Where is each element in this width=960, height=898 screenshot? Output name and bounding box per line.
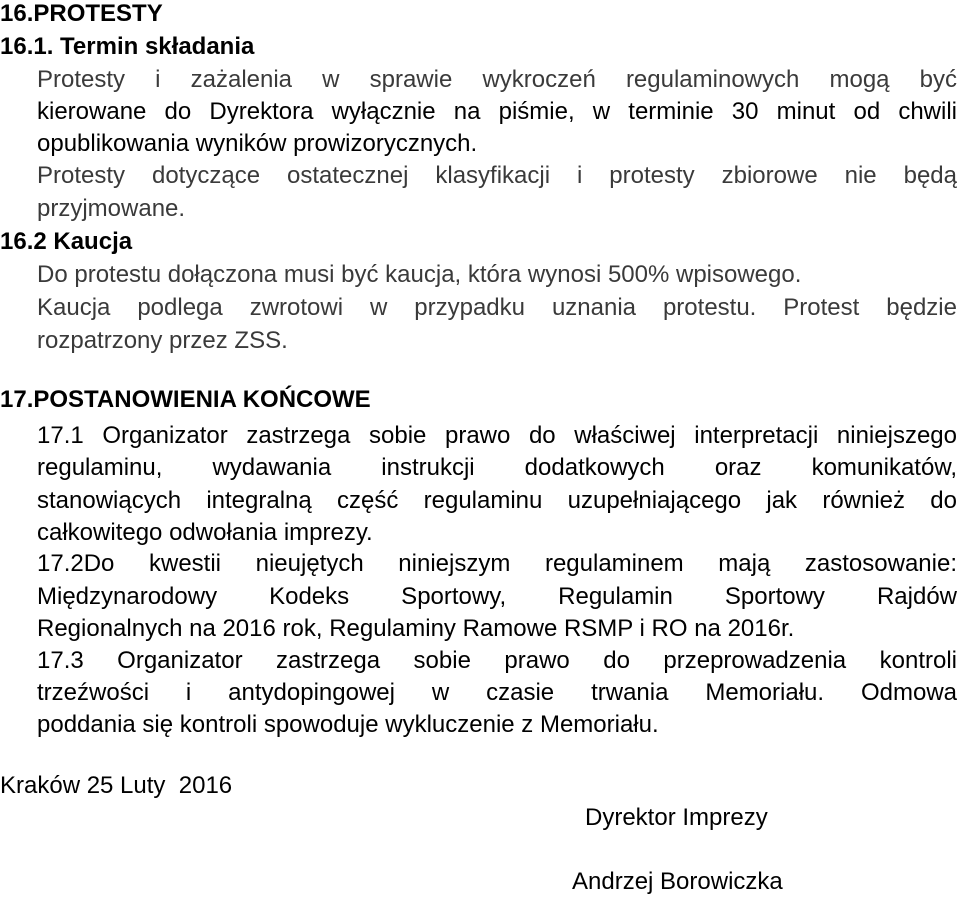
signatory-role: Dyrektor Imprezy	[585, 804, 768, 831]
section-16-1-line: opublikowania wyników prowizorycznych.	[37, 130, 478, 157]
section-16-1-line: Protesty i zażalenia w sprawie wykroczeń regulaminowych mogą być	[37, 66, 957, 93]
section-17-1-line: regulaminu, wydawania instrukcji dodatkowych oraz komunikatów,	[37, 454, 957, 481]
section-16-heading: 16.PROTESTY	[0, 0, 163, 27]
section-16-2-line: Kaucja podlega zwrotowi w przypadku uznania protestu. Protest będzie	[37, 294, 957, 321]
section-17-2-line: Międzynarodowy Kodeks Sportowy, Regulamin Sportowy Rajdów	[37, 583, 957, 610]
section-17-2-line: 17.2Do kwestii nieujętych niniejszym regulaminem mają zastosowanie:	[37, 550, 957, 577]
signatory-name: Andrzej Borowiczka	[572, 868, 783, 895]
section-16-1-line: przyjmowane.	[37, 195, 186, 222]
section-16-2-line: Do protestu dołączona musi być kaucja, która wynosi 500% wpisowego.	[37, 261, 802, 288]
section-16-1-line: kierowane do Dyrektora wyłącznie na piśmie, w terminie 30 minut od chwili	[37, 98, 957, 125]
section-17-heading: 17.POSTANOWIENIA KOŃCOWE	[0, 386, 371, 413]
section-17-3-line: poddania się kontroli spowoduje wykluczenie z Memoriału.	[37, 711, 659, 738]
section-16-2-line: rozpatrzony przez ZSS.	[37, 327, 288, 354]
section-17-1-line: 17.1 Organizator zastrzega sobie prawo do właściwej interpretacji niniejszego	[37, 422, 957, 449]
section-17-1-line: całkowitego odwołania imprezy.	[37, 519, 373, 546]
section-16-2-heading: 16.2 Kaucja	[0, 228, 133, 255]
place-and-date: Kraków 25 Luty 2016	[0, 772, 233, 799]
section-17-3-line: 17.3 Organizator zastrzega sobie prawo do przeprowadzenia kontroli	[37, 647, 957, 674]
section-17-1-line: stanowiących integralną część regulaminu uzupełniającego jak również do	[37, 487, 957, 514]
section-17-2-line: Regionalnych na 2016 rok, Regulaminy Ramowe RSMP i RO na 2016r.	[37, 615, 795, 642]
section-16-1-heading: 16.1. Termin składania	[0, 33, 255, 60]
section-16-1-line: Protesty dotyczące ostatecznej klasyfikacji i protesty zbiorowe nie będą	[37, 162, 957, 189]
section-17-3-line: trzeźwości i antydopingowej w czasie trwania Memoriału. Odmowa	[37, 679, 957, 706]
